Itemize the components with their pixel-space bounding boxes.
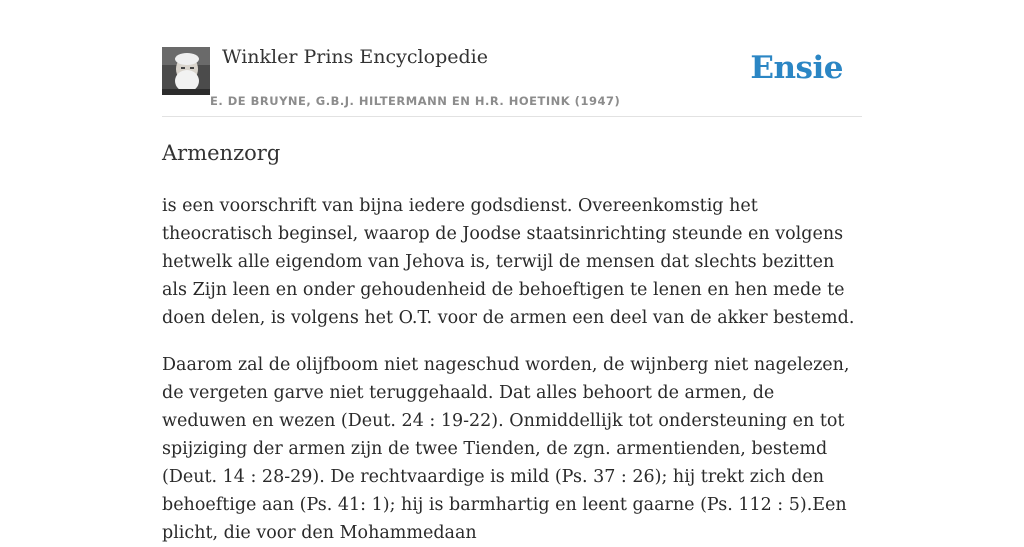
article-card (162, 0, 862, 543)
edition-authors: E. DE BRUYNE, G.B.J. HILTERMANN EN H.R. HOETINK (1947) (210, 94, 621, 108)
article-paragraph: is een voorschrift van bijna iedere godsdienst. Overeenkomstig het theocratisch beginsel, waarop de Joodse staatsinrichting steunde en volgens hetwelk alle eigendom van Jehova is, terwijl de mensen dat slechts bezitten als Zijn leen en onder gehoudenheid de behoeftigen te lenen en hen mede te doen delen, is volgens het O.T. voor de armen een deel van de akker bestemd. (162, 196, 855, 328)
ensie-logo[interactable]: Ensie (750, 50, 843, 86)
encyclopedia-title[interactable]: Winkler Prins Encyclopedie (222, 46, 488, 68)
encyclopedia-header (162, 0, 862, 117)
portrait-image (162, 47, 210, 95)
article-paragraph: Daarom zal de olijfboom niet nageschud worden, de wijnberg niet nagelezen, de vergeten garve niet teruggehaald. Dat alles behoort de armen, de weduwen en wezen (Deut. 24 : 19-22). Onmiddellijk tot ondersteuning en tot spijziging der armen zijn de twee Tienden, de zgn. armentienden, bestemd (Deut. 14 : 28-29). De rechtvaardige is mild (Ps. 37 : 26); hij trekt zich den behoeftige aan (Ps. 41: 1); hij is barmhartig en leent gaarne (Ps. 112 : 5).Een plicht, die voor den Mohammedaan (162, 355, 850, 543)
author-avatar[interactable] (162, 47, 210, 95)
entry-title: Armenzorg (162, 141, 281, 165)
